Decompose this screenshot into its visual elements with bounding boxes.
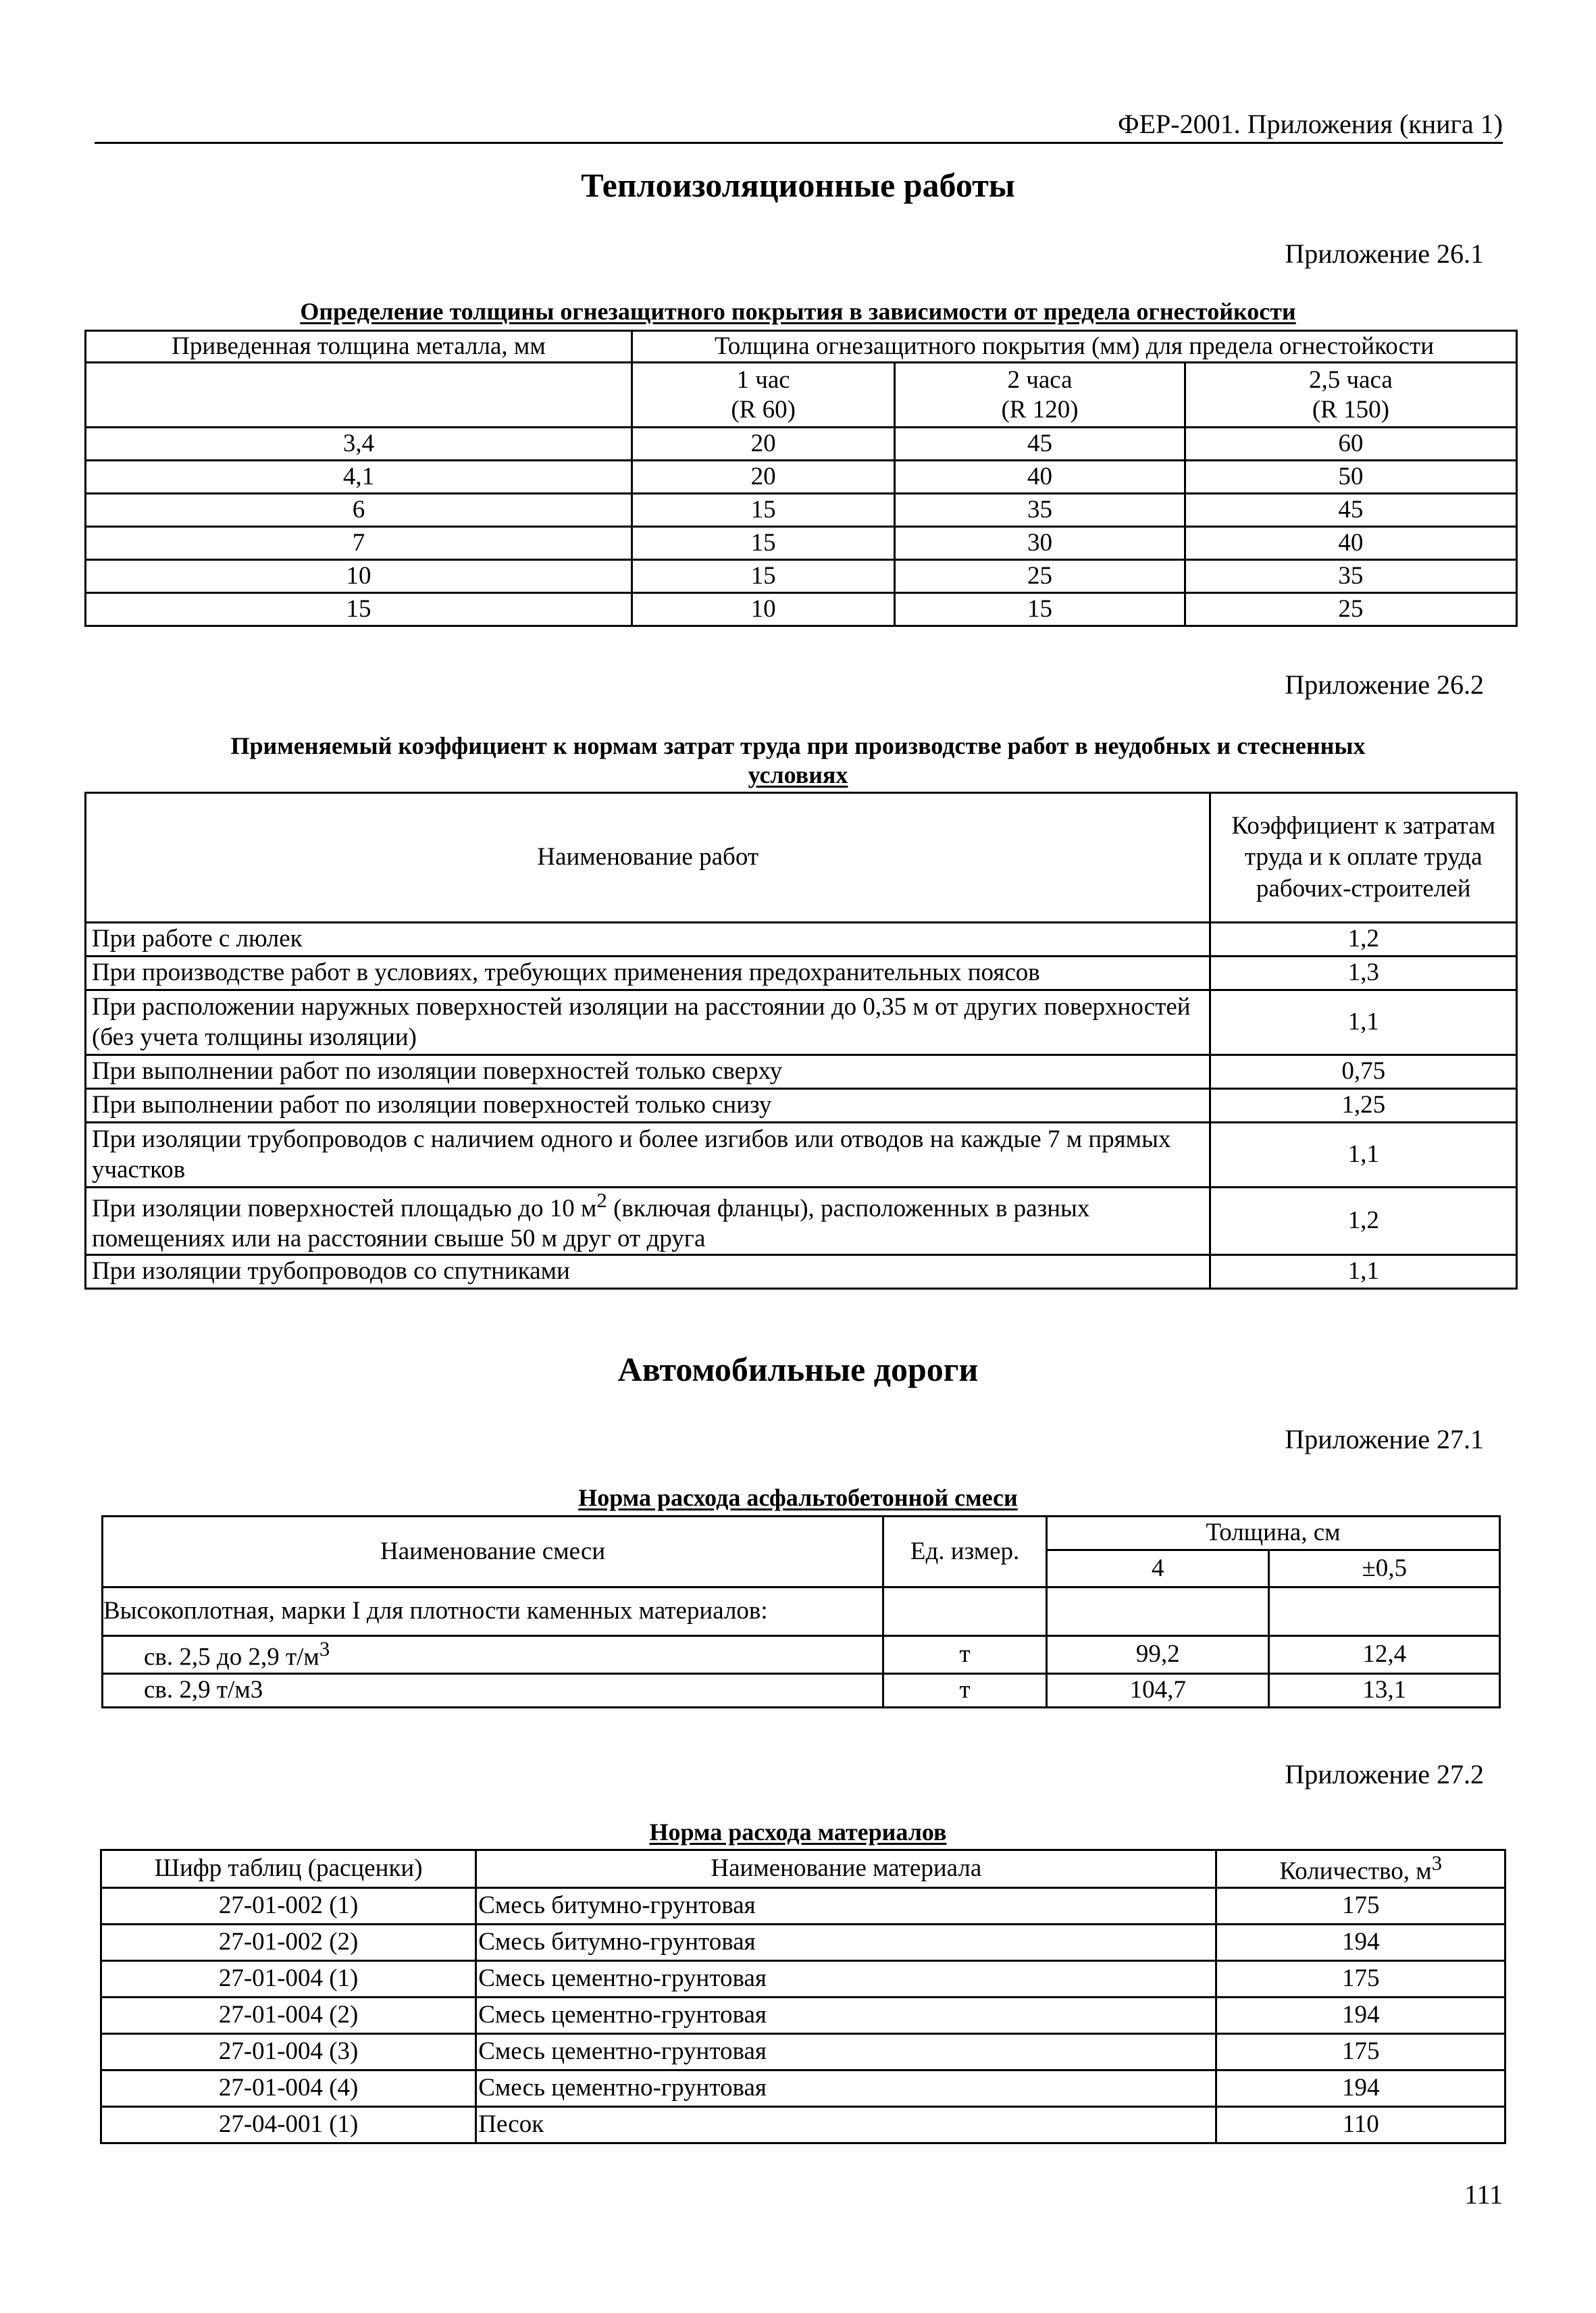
cell: 45 [1185,494,1516,527]
table-row [86,494,1517,527]
material: Смесь цементно-грунтовая [476,1960,1216,1997]
table-header-row [86,793,1517,923]
table-fire-protection-thickness [84,330,1518,627]
material: Смесь битумно-грунтовая [476,1924,1216,1960]
cell: 10 [632,593,894,626]
table-row [101,1924,1505,1960]
coefficient: 1,2 [1210,1188,1517,1255]
table-row [86,560,1517,593]
coefficient: 1,25 [1210,1089,1517,1123]
table-header-row [101,1850,1505,1888]
col-thickness: Толщина, см [1046,1517,1499,1550]
appendix-27-1-label: Приложение 27.1 [1285,1424,1484,1454]
quantity: 194 [1216,2070,1505,2106]
work-name: При расположении наружных поверхностей изоляции на расстоянии до 0,35 м от других поверхностей (без учета толщины изоляции) [86,990,1210,1055]
cell: 15 [86,593,632,626]
cell: 60 [1185,428,1516,461]
code: 27-01-002 (1) [101,1887,476,1924]
cell: 15 [632,527,894,560]
work-name: При работе с люлек [86,923,1210,957]
coefficient: 1,3 [1210,957,1517,990]
table-27-2-caption: Норма расхода материалов [649,1819,947,1846]
quantity: 175 [1216,1887,1505,1924]
cell: 20 [632,428,894,461]
cell: 20 [632,461,894,494]
cell: 15 [632,494,894,527]
table-row [86,990,1517,1055]
col-metal-thickness: Приведенная толщина металла, мм [86,331,632,363]
value-plus-minus: 12,4 [1269,1636,1500,1674]
coefficient: 1,1 [1210,990,1517,1055]
quantity: 175 [1216,1960,1505,1997]
cell: 50 [1185,461,1516,494]
table-26-2-caption [0,732,1596,790]
code: 27-01-002 (2) [101,1924,476,1960]
quantity: 175 [1216,2033,1505,2070]
subcol-plus-minus: ±0,5 [1269,1550,1500,1587]
material: Песок [476,2106,1216,2143]
coefficient: 1,1 [1210,1123,1517,1188]
table-group-row [103,1587,1500,1636]
coefficient: 0,75 [1210,1055,1517,1089]
mix-name: св. 2,5 до 2,9 $т/м^3$ [103,1636,883,1674]
subcol-r120: 2 часа (R 120) [895,363,1185,428]
table-row [86,957,1517,990]
cell: 15 [895,593,1185,626]
table-row [86,1123,1517,1188]
cell: 35 [895,494,1185,527]
empty-cell [1046,1587,1269,1636]
cell: 10 [86,560,632,593]
cell: 30 [895,527,1185,560]
table-subheader-row [86,363,1517,428]
code: 27-01-004 (1) [101,1960,476,1997]
table-row [86,527,1517,560]
table-row [101,2033,1505,2070]
cell: 40 [895,461,1185,494]
table-row [101,1887,1505,1924]
table-row [86,1055,1517,1089]
table-asphalt-mix [101,1515,1501,1708]
col-material: Наименование материала [476,1850,1216,1888]
appendix-26-1-label: Приложение 26.1 [1285,238,1484,269]
table-row [86,461,1517,494]
cell: 4,1 [86,461,632,494]
table-row [86,1188,1517,1255]
table-row [101,1960,1505,1997]
material: Смесь цементно-грунтовая [476,2033,1216,2070]
caption-line-2: условиях [748,761,848,789]
cell: 6 [86,494,632,527]
quantity: 110 [1216,2106,1505,2143]
coefficient: 1,2 [1210,923,1517,957]
page-number: 111 [1464,2179,1503,2210]
cell: 45 [895,428,1185,461]
work-name: При изоляции трубопроводов со спутниками [86,1255,1210,1289]
empty-cell [883,1587,1047,1636]
cell: 35 [1185,560,1516,593]
subcol-r150: 2,5 часа (R 150) [1185,363,1516,428]
material: Смесь битумно-грунтовая [476,1887,1216,1924]
value-4: 99,2 [1046,1636,1269,1674]
table-row [86,1089,1517,1123]
running-header: ФЕР-2001. Приложения (книга 1) [1118,109,1503,139]
empty-cell [86,363,632,428]
section-title-thermal-insulation: Теплоизоляционные работы [581,166,1015,204]
work-name: При выполнении работ по изоляции поверхностей только сверху [86,1055,1210,1089]
group-label: Высокоплотная, марки I для плотности каменных материалов: [103,1587,883,1636]
value-4: 104,7 [1046,1673,1269,1707]
table-labor-coefficients [84,792,1518,1290]
table-row [101,2070,1505,2106]
cell: 25 [1185,593,1516,626]
caption-line-1: Применяемый коэффициент к нормам затрат труда при производстве работ в неудобных и стесненных [230,732,1366,759]
cell: 15 [632,560,894,593]
mix-name: св. 2,9 т/м3 [103,1673,883,1707]
cell: 40 [1185,527,1516,560]
table-row [103,1673,1500,1707]
col-work-name: Наименование работ [86,793,1210,923]
subcol-4: 4 [1046,1550,1269,1587]
code: 27-04-001 (1) [101,2106,476,2143]
work-name: При выполнении работ по изоляции поверхностей только снизу [86,1089,1210,1123]
col-mix-name: Наименование смеси [103,1517,883,1587]
header-rule [95,142,1503,144]
table-row [86,428,1517,461]
col-cover-thickness: Толщина огнезащитного покрытия (мм) для предела огнестойкости [632,331,1516,363]
table-26-1-caption: Определение толщины огнезащитного покрытия в зависимости от предела огнестойкости [300,298,1296,325]
appendix-27-2-label: Приложение 27.2 [1285,1759,1484,1789]
quantity: 194 [1216,1997,1505,2033]
unit: т [883,1636,1047,1674]
value-plus-minus: 13,1 [1269,1673,1500,1707]
unit: т [883,1673,1047,1707]
material: Смесь цементно-грунтовая [476,2070,1216,2106]
work-name: При изоляции поверхностей площадью до 10 $м^2$ (включая фланцы), расположенных в разных помещениях или на расстоянии свыше 50 м друг от друга [86,1188,1210,1255]
cell: 3,4 [86,428,632,461]
table-27-1-caption: Норма расхода асфальтобетонной смеси [578,1484,1018,1511]
work-name: При изоляции трубопроводов с наличием одного и более изгибов или отводов на каждые 7 м прямых участков [86,1123,1210,1188]
table-header-row [103,1517,1500,1550]
col-quantity: Количество, $м^3$ [1216,1850,1505,1888]
section-title-roads: Автомобильные дороги [617,1350,979,1388]
cell: 25 [895,560,1185,593]
table-row [101,2106,1505,2143]
subcol-r60: 1 час (R 60) [632,363,894,428]
col-coefficient: Коэффициент к затратам труда и к оплате труда рабочих-строителей [1210,793,1517,923]
quantity: 194 [1216,1924,1505,1960]
table-row [101,1997,1505,2033]
col-code: Шифр таблиц (расценки) [101,1850,476,1888]
work-name: При производстве работ в условиях, требующих применения предохранительных поясов [86,957,1210,990]
table-header-row [86,331,1517,363]
col-unit: Ед. измер. [883,1517,1047,1587]
empty-cell [1269,1587,1500,1636]
code: 27-01-004 (3) [101,2033,476,2070]
appendix-26-2-label: Приложение 26.2 [1285,669,1484,700]
material: Смесь цементно-грунтовая [476,1997,1216,2033]
table-row [86,593,1517,626]
table-row [103,1636,1500,1674]
table-row [86,1255,1517,1289]
cell: 7 [86,527,632,560]
code: 27-01-004 (4) [101,2070,476,2106]
table-materials [100,1849,1506,2144]
code: 27-01-004 (2) [101,1997,476,2033]
table-row [86,923,1517,957]
coefficient: 1,1 [1210,1255,1517,1289]
